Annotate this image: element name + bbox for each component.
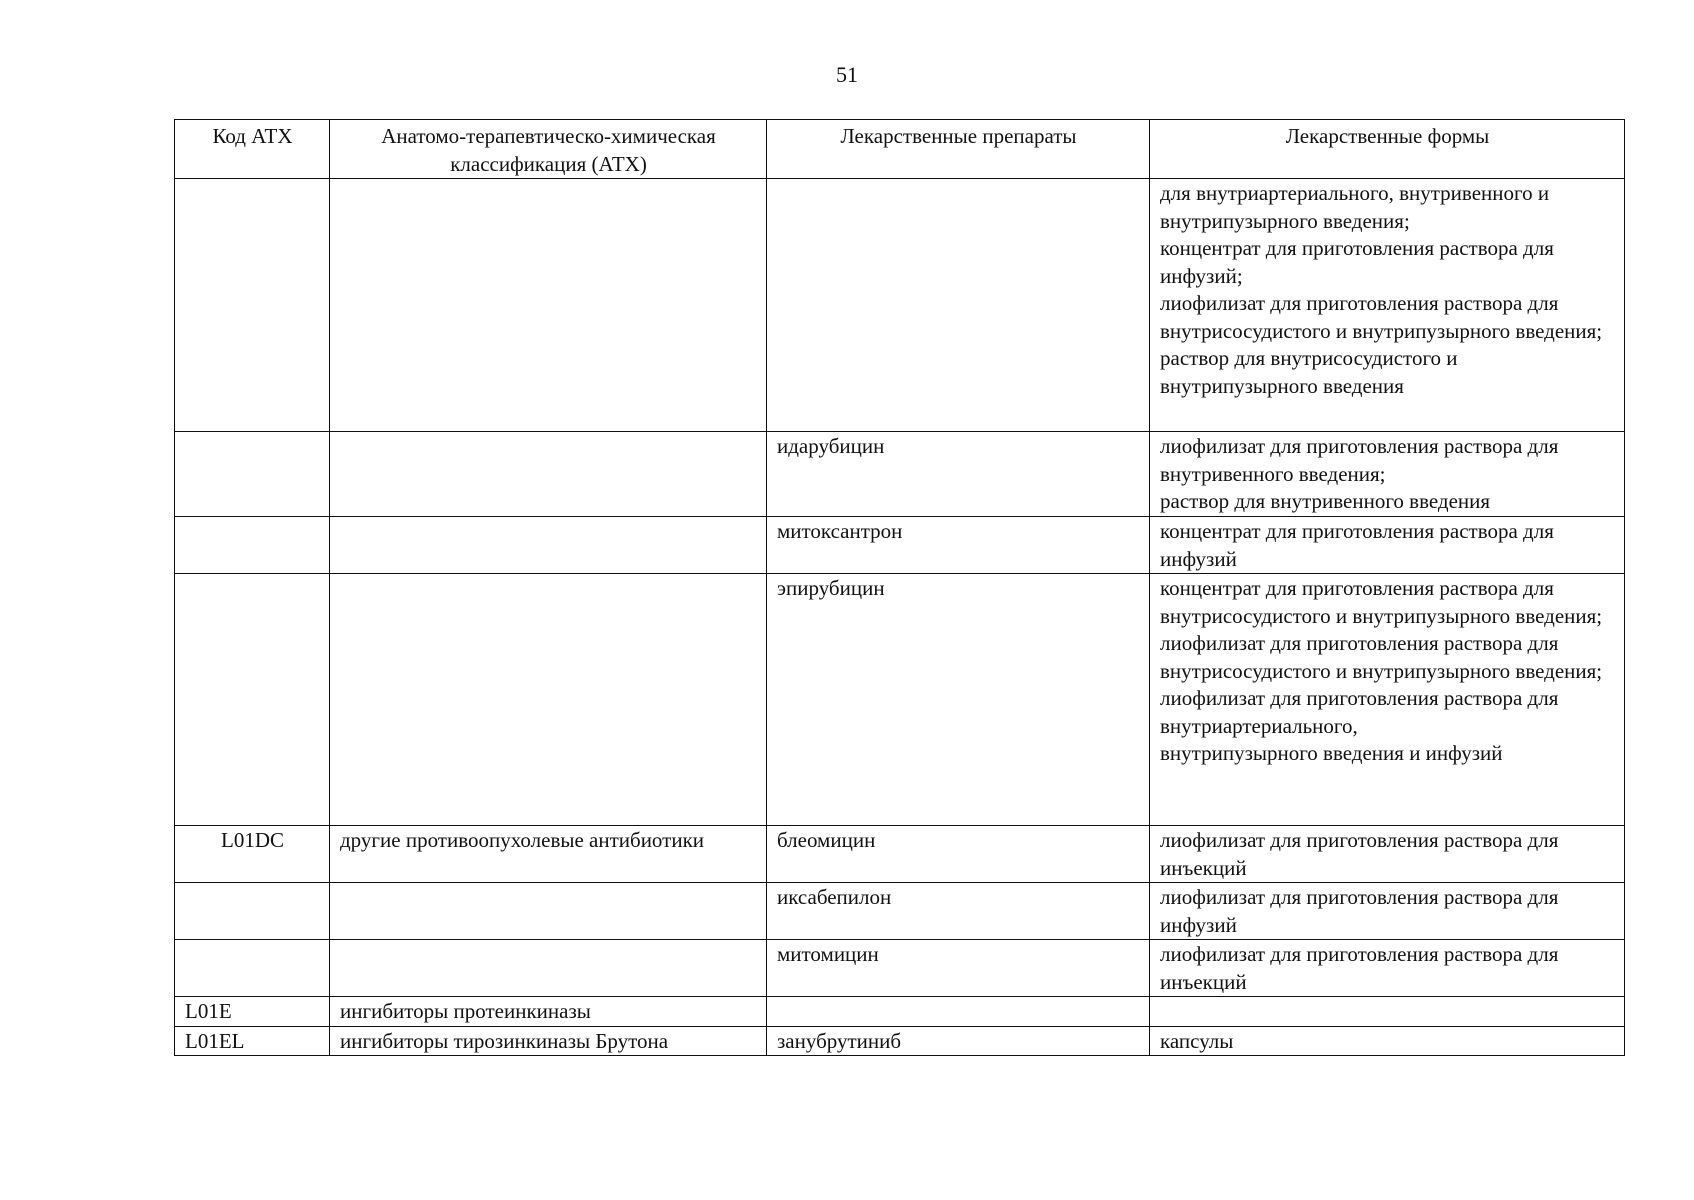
header-forms: Лекарственные формы — [1150, 120, 1625, 179]
cell-classification — [330, 940, 767, 997]
header-code: Код АТХ — [175, 120, 330, 179]
cell-code — [175, 574, 330, 826]
cell-classification: ингибиторы тирозинкиназы Брутона — [330, 1026, 767, 1056]
cell-classification — [330, 883, 767, 940]
cell-drug: эпирубицин — [767, 574, 1150, 826]
cell-drug: занубрутиниб — [767, 1026, 1150, 1056]
cell-code: L01DC — [175, 826, 330, 883]
table-row — [175, 826, 1625, 883]
cell-classification: ингибиторы протеинкиназы — [330, 997, 767, 1027]
cell-code — [175, 432, 330, 517]
table-row — [175, 883, 1625, 940]
cell-code — [175, 517, 330, 574]
cell-drug: идарубицин — [767, 432, 1150, 517]
page-number: 51 — [836, 62, 858, 87]
cell-drug: блеомицин — [767, 826, 1150, 883]
cell-code — [175, 179, 330, 432]
table-row — [175, 432, 1625, 517]
cell-drug — [767, 179, 1150, 432]
table-row — [175, 940, 1625, 997]
cell-classification — [330, 432, 767, 517]
cell-forms: лиофилизат для приготовления раствора для инъекций — [1150, 826, 1625, 883]
table-row — [175, 179, 1625, 432]
table-row — [175, 997, 1625, 1027]
cell-forms — [1150, 997, 1625, 1027]
cell-drug: митоксантрон — [767, 517, 1150, 574]
cell-code: L01EL — [175, 1026, 330, 1056]
cell-forms: для внутриартериального, внутривенного и внутрипузырного введения; концентрат для приготовления раствора для инфузий; лиофилизат для приготовления раствора для внутрисосудистого и внутрипузырного введения; раствор для внутрисосудистого и внутрипузырного введения — [1150, 179, 1625, 432]
header-classification: Анатомо-терапевтическо-химическая классификация (АТХ) — [330, 120, 767, 179]
cell-classification — [330, 179, 767, 432]
cell-forms: капсулы — [1150, 1026, 1625, 1056]
cell-code: L01E — [175, 997, 330, 1027]
cell-forms: лиофилизат для приготовления раствора для внутривенного введения; раствор для внутривенного введения — [1150, 432, 1625, 517]
cell-code — [175, 883, 330, 940]
cell-forms: концентрат для приготовления раствора для внутрисосудистого и внутрипузырного введения; лиофилизат для приготовления раствора для внутрисосудистого и внутрипузырного введения; лиофилизат для приготовления раствора для внутриартериального, внутрипузырного введения и инфузий — [1150, 574, 1625, 826]
cell-code — [175, 940, 330, 997]
cell-drug: иксабепилон — [767, 883, 1150, 940]
cell-forms: лиофилизат для приготовления раствора для инъекций — [1150, 940, 1625, 997]
cell-classification: другие противоопухолевые антибиотики — [330, 826, 767, 883]
table-row — [175, 517, 1625, 574]
cell-classification — [330, 517, 767, 574]
atc-drug-table — [174, 119, 1625, 1056]
header-drugs: Лекарственные препараты — [767, 120, 1150, 179]
table-row — [175, 574, 1625, 826]
cell-drug — [767, 997, 1150, 1027]
cell-drug: митомицин — [767, 940, 1150, 997]
cell-forms: концентрат для приготовления раствора для инфузий — [1150, 517, 1625, 574]
cell-forms: лиофилизат для приготовления раствора для инфузий — [1150, 883, 1625, 940]
table-row — [175, 1026, 1625, 1056]
table-header-row — [175, 120, 1625, 179]
cell-classification — [330, 574, 767, 826]
